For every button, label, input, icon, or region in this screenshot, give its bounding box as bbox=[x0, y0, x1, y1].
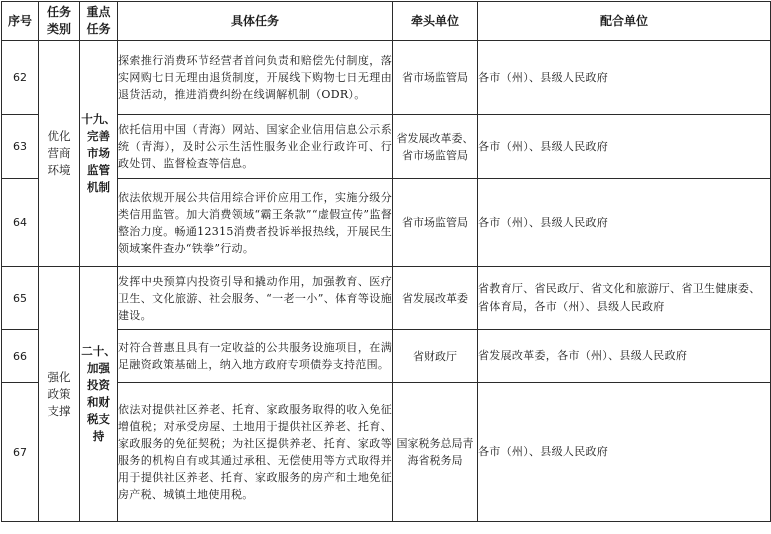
header-lead: 牵头单位 bbox=[393, 2, 478, 41]
focus-line: 完善 bbox=[87, 129, 110, 143]
row-number: 63 bbox=[2, 115, 39, 179]
coop-units: 各市（州）、县级人民政府 bbox=[478, 41, 771, 115]
category-line: 环境 bbox=[47, 163, 71, 177]
header-focus-line2: 任务 bbox=[86, 22, 111, 36]
focus-line: 机制 bbox=[87, 180, 110, 194]
header-category bbox=[39, 2, 80, 41]
task-text: 探索推行消费环节经营者首问负责和赔偿先付制度，落实网购七日无理由退货制度，开展线下购物七日无理由退货活动，推进消费纠纷在线调解机制（ODR）。 bbox=[118, 41, 393, 115]
lead-unit: 省市场监管局 bbox=[393, 41, 478, 115]
header-focus bbox=[80, 2, 118, 41]
lead-unit: 国家税务总局青海省税务局 bbox=[393, 383, 478, 522]
row-number: 64 bbox=[2, 179, 39, 267]
category-line: 政策 bbox=[47, 386, 71, 401]
header-seq: 序号 bbox=[2, 2, 39, 41]
category-cell bbox=[39, 267, 80, 522]
header-focus-line1: 重点 bbox=[86, 5, 111, 19]
table-row bbox=[2, 41, 771, 115]
lead-unit: 省财政厅 bbox=[393, 330, 478, 383]
row-number: 65 bbox=[2, 267, 39, 330]
policy-task-table bbox=[1, 1, 771, 522]
task-text: 对符合普惠且具有一定收益的公共服务设施项目，在满足融资政策基础上，纳入地方政府专项债券支持范围。 bbox=[118, 330, 393, 383]
focus-line: 十九、 bbox=[81, 112, 116, 126]
focus-line: 市场 bbox=[87, 146, 110, 160]
focus-line: 持 bbox=[92, 429, 105, 443]
task-text: 依法对提供社区养老、托育、家政服务取得的收入免征增值税；对承受房屋、土地用于提供社区养老、托育、家政服务的免征契税；为社区提供养老、托育、家政等服务的机构自有或其通过承租、无偿使用等方式取得并用于提供社区养老、托育、家政服务的房产和土地免征房产税、城镇土地使用税。 bbox=[118, 383, 393, 522]
table-row bbox=[2, 383, 771, 522]
category-line: 优化 bbox=[47, 129, 71, 143]
focus-cell bbox=[80, 41, 118, 267]
row-number: 62 bbox=[2, 41, 39, 115]
coop-units: 省发展改革委，各市（州）、县级人民政府 bbox=[478, 330, 771, 383]
category-line: 强化 bbox=[47, 369, 71, 384]
coop-units: 各市（州）、县级人民政府 bbox=[478, 383, 771, 522]
lead-unit: 省市场监管局 bbox=[393, 179, 478, 267]
category-line: 支撑 bbox=[47, 403, 71, 418]
task-text: 依托信用中国（青海）网站、国家企业信用信息公示系统（青海），及时公示生活性服务业企业行政许可、行政处罚、监督检查等信息。 bbox=[118, 115, 393, 179]
focus-line: 监管 bbox=[87, 163, 110, 177]
table-row bbox=[2, 330, 771, 383]
coop-units: 省教育厅、省民政厅、省文化和旅游厅、省卫生健康委、省体育局，各市（州）、县级人民政府 bbox=[478, 267, 771, 330]
header-coop: 配合单位 bbox=[478, 2, 771, 41]
coop-units: 各市（州）、县级人民政府 bbox=[478, 115, 771, 179]
category-cell bbox=[39, 41, 80, 267]
header-category-line2: 类别 bbox=[46, 22, 71, 36]
focus-cell bbox=[80, 267, 118, 522]
table-row bbox=[2, 179, 771, 267]
lead-unit: 省发展改革委、省市场监管局 bbox=[393, 115, 478, 179]
header-task: 具体任务 bbox=[118, 2, 393, 41]
focus-line: 税支 bbox=[87, 412, 110, 426]
task-text: 依法依规开展公共信用综合评价应用工作，实施分级分类信用监管。加大消费领域“霸王条款”“虚假宣传”监督整治力度。畅通12315消费者投诉举报热线，开展民生领域案件查办“铁拳”行动。 bbox=[118, 179, 393, 267]
row-number: 66 bbox=[2, 330, 39, 383]
focus-line: 投资 bbox=[87, 378, 110, 392]
focus-line: 二十、 bbox=[81, 344, 116, 358]
coop-units: 各市（州）、县级人民政府 bbox=[478, 179, 771, 267]
lead-unit: 省发展改革委 bbox=[393, 267, 478, 330]
category-line: 营商 bbox=[47, 146, 71, 160]
task-text: 发挥中央预算内投资引导和撬动作用，加强教育、医疗卫生、文化旅游、社会服务、“一老一小”、体育等设施建设。 bbox=[118, 267, 393, 330]
table-header-row bbox=[2, 2, 771, 41]
focus-line: 和财 bbox=[87, 395, 110, 409]
focus-line: 加强 bbox=[87, 361, 110, 375]
row-number: 67 bbox=[2, 383, 39, 522]
table-row bbox=[2, 267, 771, 330]
header-category-line1: 任务 bbox=[46, 5, 71, 19]
table-row bbox=[2, 115, 771, 179]
